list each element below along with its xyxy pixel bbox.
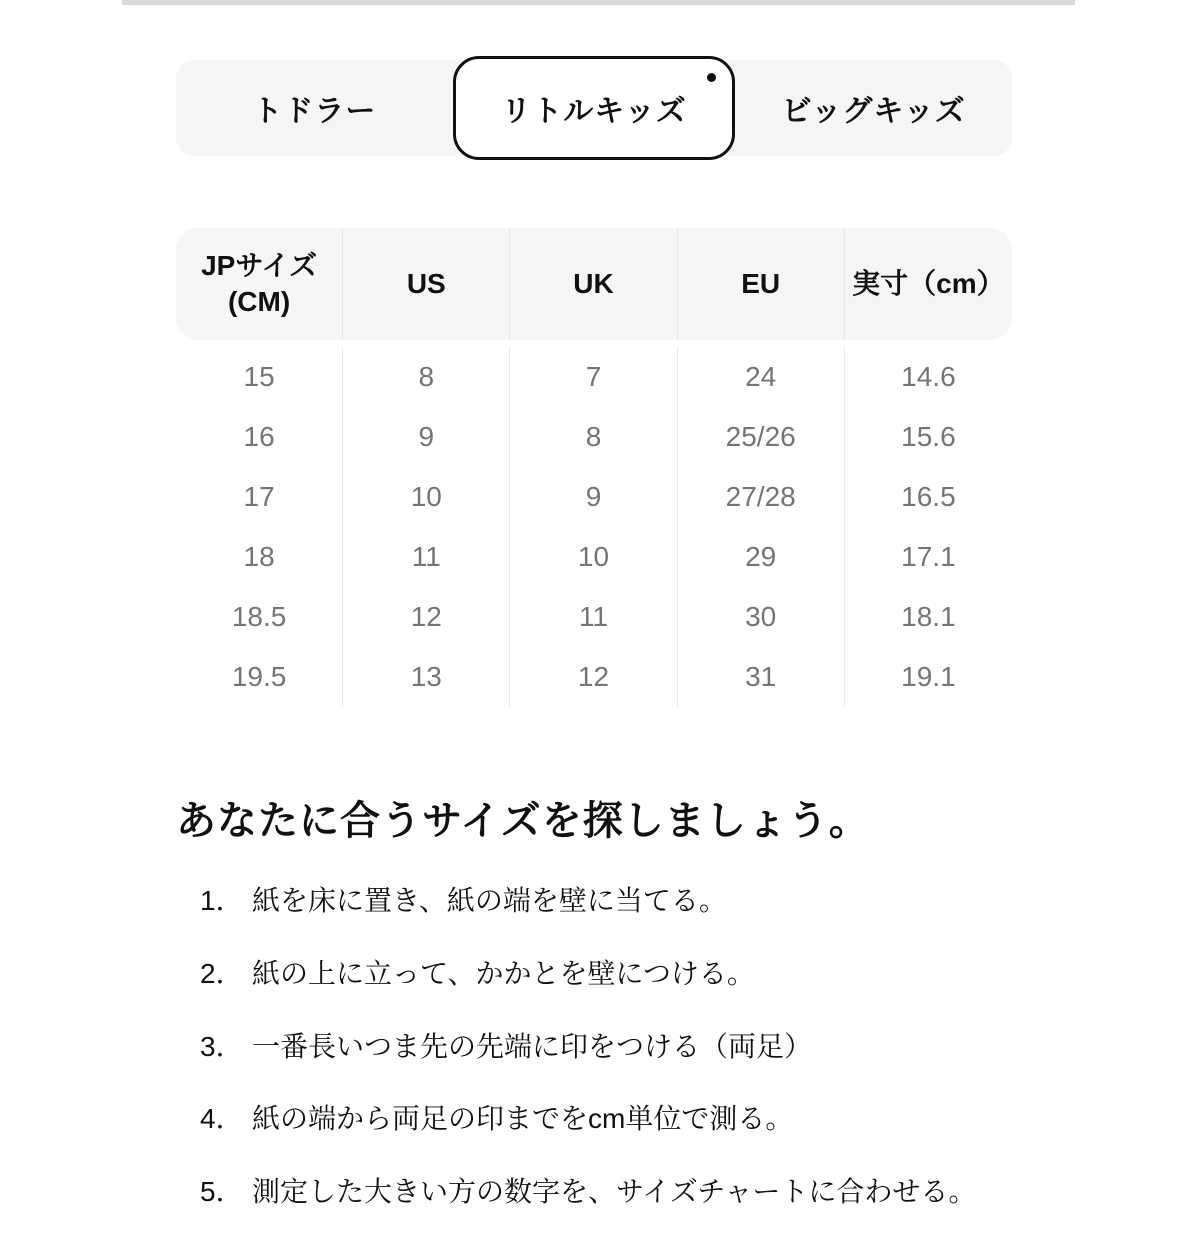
size-category-tabs xyxy=(176,60,1012,156)
table-row xyxy=(176,647,1012,707)
size-cell: 16 xyxy=(176,407,343,467)
size-cell: 19.1 xyxy=(901,661,956,692)
size-cell: 8 xyxy=(343,347,510,407)
step-text: 一番長いつま先の先端に印をつける（両足） xyxy=(252,1030,813,1062)
step-number: 5． xyxy=(200,1176,244,1208)
tab-little-kids[interactable] xyxy=(453,56,736,160)
table-row xyxy=(176,347,1012,407)
size-chart-header-row xyxy=(176,228,1012,340)
measure-guide-title: あなたに合うサイズを探しましょう。 xyxy=(176,799,870,843)
size-cell: 15.6 xyxy=(901,421,956,452)
measure-step-3 xyxy=(200,1032,1012,1063)
size-cell: 31 xyxy=(678,647,845,707)
size-cell: 9 xyxy=(510,467,677,527)
selected-indicator-dot xyxy=(707,73,716,82)
step-number: 1． xyxy=(200,885,244,916)
column-header-jp-size xyxy=(176,228,343,340)
table-row xyxy=(176,467,1012,527)
size-cell: 13 xyxy=(343,647,510,707)
size-chart-body xyxy=(176,340,1012,707)
size-cell: 15 xyxy=(176,347,343,407)
step-number: 4． xyxy=(200,1103,244,1135)
size-cell: 12 xyxy=(510,647,677,707)
size-cell: 17 xyxy=(176,467,343,527)
size-cell: 25/26 xyxy=(678,407,845,467)
measure-step-4 xyxy=(200,1104,1012,1135)
size-cell: 24 xyxy=(678,347,845,407)
step-number: 2． xyxy=(200,957,244,989)
size-cell: 29 xyxy=(678,527,845,587)
tab-little-kids-label: リトルキッズ xyxy=(501,95,687,128)
size-cell: 10 xyxy=(343,467,510,527)
size-cell: 7 xyxy=(510,347,677,407)
size-cell: 18 xyxy=(176,527,343,587)
measure-steps xyxy=(176,886,1012,1208)
size-cell: 18.5 xyxy=(176,587,343,647)
size-cell: 16.5 xyxy=(901,481,956,512)
tab-big-kids[interactable]: ビッグキッズ xyxy=(735,60,1012,156)
step-text: 紙の端から両足の印までをcm単位で測る。 xyxy=(252,1103,794,1135)
size-cell: 11 xyxy=(343,527,510,587)
size-cell: 10 xyxy=(510,527,677,587)
measure-step-2 xyxy=(200,959,1012,990)
measure-step-5 xyxy=(200,1177,1012,1208)
column-header-jp-line2: (CM) xyxy=(227,286,291,317)
size-cell: 18.1 xyxy=(901,601,956,632)
size-cell: 14.6 xyxy=(901,361,956,392)
measure-step-1 xyxy=(200,886,1012,917)
size-cell: 27/28 xyxy=(678,467,845,527)
column-header-eu: EU xyxy=(678,228,845,340)
size-cell: 30 xyxy=(678,587,845,647)
column-header-jp-line1: JPサイズ xyxy=(201,249,318,281)
size-cell: 12 xyxy=(343,587,510,647)
size-cell: 8 xyxy=(510,407,677,467)
table-row xyxy=(176,407,1012,467)
step-number: 3． xyxy=(200,1030,244,1062)
step-text: 紙の上に立って、かかとを壁につける。 xyxy=(252,957,755,989)
column-header-us: US xyxy=(343,228,510,340)
step-text: 測定した大きい方の数字を、サイズチャートに合わせる。 xyxy=(252,1176,977,1208)
column-header-uk: UK xyxy=(510,228,677,340)
size-chart-table xyxy=(176,228,1012,707)
step-text: 紙を床に置き、紙の端を壁に当てる。 xyxy=(252,885,727,916)
size-cell: 9 xyxy=(343,407,510,467)
table-row xyxy=(176,587,1012,647)
size-guide-panel xyxy=(176,0,1012,1250)
size-cell: 17.1 xyxy=(901,541,956,572)
table-row xyxy=(176,527,1012,587)
tab-toddler[interactable]: トドラー xyxy=(176,60,453,156)
column-header-actual-cm: 実寸（cm） xyxy=(852,267,1005,299)
size-cell: 11 xyxy=(510,587,677,647)
size-cell: 19.5 xyxy=(176,647,343,707)
